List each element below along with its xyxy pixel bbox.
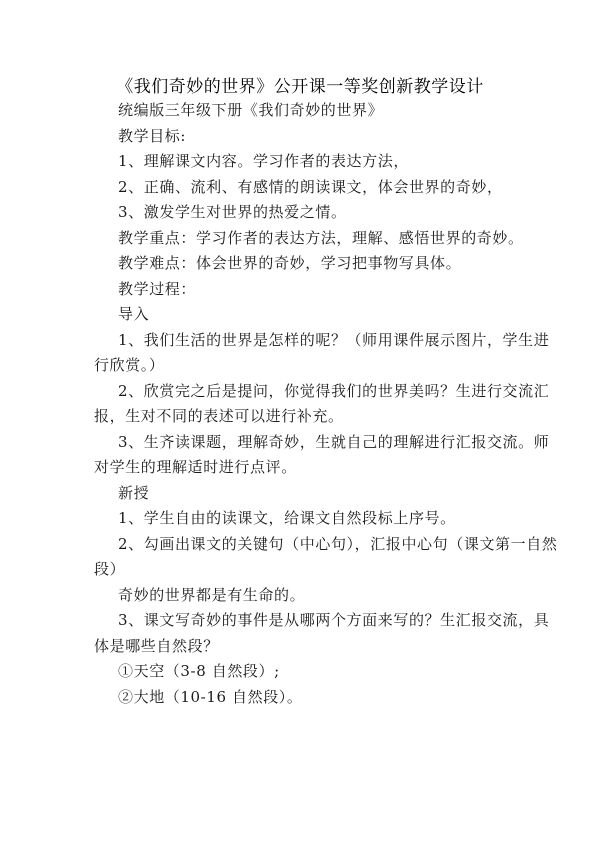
- text-line-18: 2、勾画出课文的关键句（中心句），汇报中心句（课文第一自然: [118, 535, 558, 553]
- text-line-12: 2、欣赏完之后是提问，你觉得我们的世界美吗？生进行交流汇: [118, 382, 550, 400]
- text-line-4: 2、正确、流利、有感情的朗读课文，体会世界的奇妙，: [118, 178, 503, 196]
- text-line-20: 奇妙的世界都是有生命的。: [118, 586, 306, 604]
- document-title: 《我们奇妙的世界》公开课一等奖创新教学设计: [116, 77, 484, 97]
- text-line-8: 教学过程：: [118, 280, 197, 298]
- text-line-24: ②大地（10-16 自然段）。: [118, 688, 303, 706]
- text-line-13: 报，生对不同的表述可以进行补充。: [94, 407, 344, 425]
- text-line-14: 3、生齐读课题，理解奇妙，生就自己的理解进行汇报交流。师: [118, 433, 550, 451]
- text-line-1: 统编版三年级下册《我们奇妙的世界》: [118, 101, 384, 119]
- text-line-11: 行欣赏。）: [94, 356, 165, 374]
- text-line-9: 导入: [118, 305, 150, 323]
- text-line-6: 教学重点：学习作者的表达方法，理解、感悟世界的奇妙。: [118, 229, 524, 247]
- text-line-15: 对学生的理解适时进行点评。: [94, 458, 297, 476]
- text-line-22: 体是哪些自然段？: [94, 637, 219, 655]
- text-line-23: ①天空（3-8 自然段）;: [118, 662, 280, 680]
- text-line-21: 3、课文写奇妙的事件是从哪两个方面来写的？生汇报交流，具: [118, 611, 550, 629]
- text-line-3: 1、理解课文内容。学习作者的表达方法，: [118, 152, 409, 170]
- text-line-17: 1、学生自由的读课文，给课文自然段标上序号。: [118, 509, 456, 527]
- text-line-16: 新授: [118, 484, 150, 502]
- text-line-10: 1、我们生活的世界是怎样的呢？（师用课件展示图片，学生进: [118, 331, 550, 349]
- text-line-19: 段）: [94, 560, 126, 578]
- text-line-7: 教学难点：体会世界的奇妙，学习把事物写具体。: [118, 254, 462, 272]
- text-line-5: 3、激发学生对世界的热爱之情。: [118, 203, 347, 221]
- text-line-2: 教学目标:: [118, 127, 187, 145]
